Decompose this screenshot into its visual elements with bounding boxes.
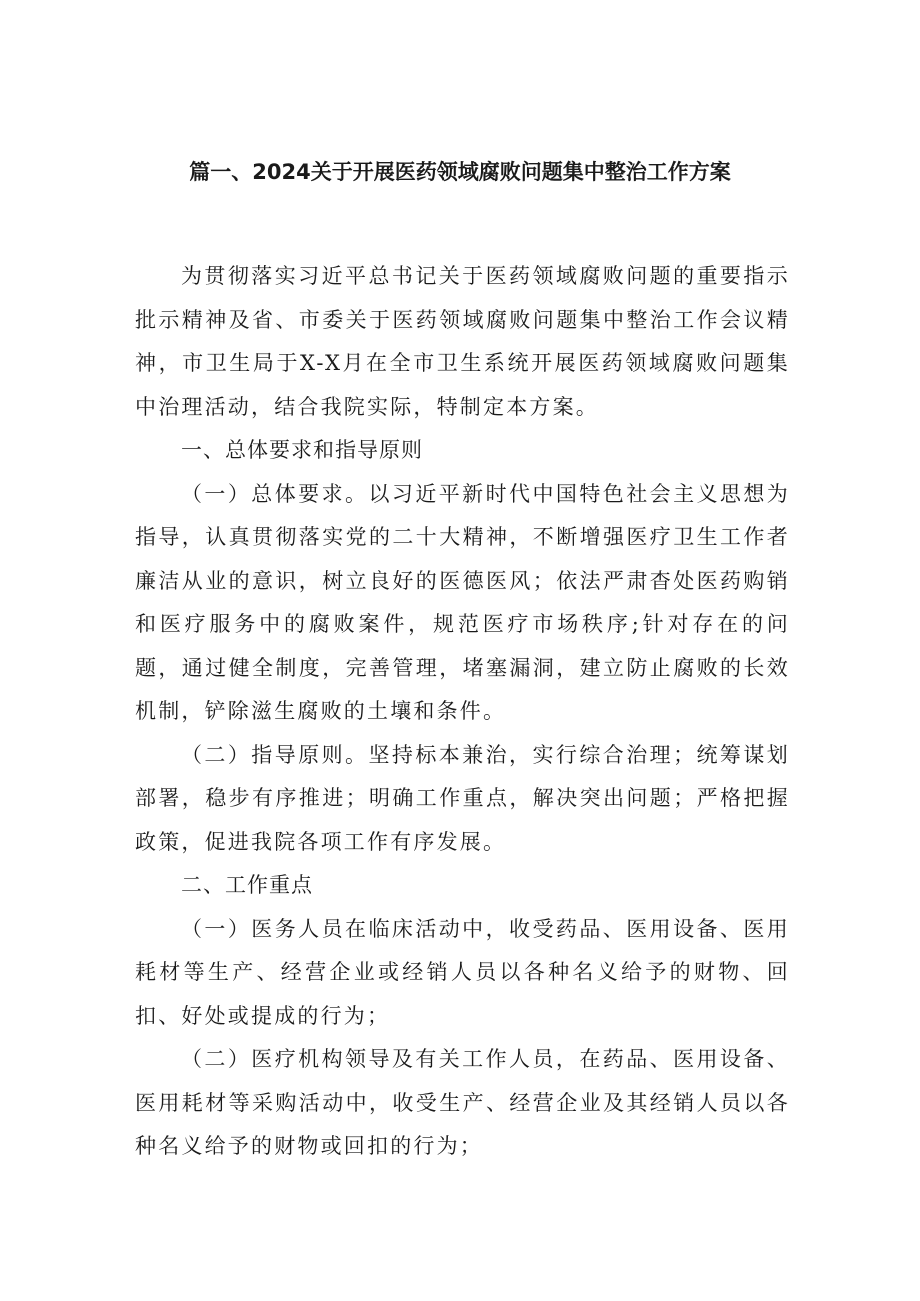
paragraph-guiding-principles: （二）指导原则。坚持标本兼治，实行综合治理；统筹谋划部署，稳步有序推进；明确工作重点，解决突出问题；严格把握政策，促进我院各项工作有序发展。: [135, 742, 790, 854]
document-title: 篇一、2024关于开展医药领域腐败问题集中整治工作方案: [189, 160, 731, 184]
section-heading-work-focus: 二、工作重点: [181, 873, 313, 897]
intro-paragraph: 为贯彻落实习近平总书记关于医药领域腐败问题的重要指示批示精神及省、市委关于医药领域腐败问题集中整治工作会议精神，市卫生局于X-X月在全市卫生系统开展医药领域腐败问题集中治理活动，结合我院实际，特制定本方案。: [135, 264, 790, 419]
document-body: [135, 255, 790, 1169]
paragraph-general-requirements: （一）总体要求。以习近平新时代中国特色社会主义思想为指导，认真贯彻落实党的二十大精神，不断增强医疗卫生工作者廉洁从业的意识，树立良好的医德医风；依法严肃杳处医药购销和医疗服务中的腐败案件，规范医疗市场秩序;针对存在的问题，通过健全制度，完善管理，堵塞漏洞，建立防止腐败的长效机制，铲除滋生腐败的土壤和条件。: [135, 481, 790, 723]
section-heading-general-requirements: 一、总体要求和指导原则: [181, 438, 423, 462]
paragraph-work-focus-2: （二）医疗机构领导及有关工作人员，在药品、医用设备、医用耗材等采购活动中，收受生产、经营企业及其经销人员以各种名义给予的财物或回扣的行为；: [135, 1047, 790, 1158]
paragraph-work-focus-1: （一）医务人员在临床活动中，收受药品、医用设备、医用耗材等生产、经营企业或经销人员以各种名义给予的财物、回扣、好处或提成的行为；: [135, 916, 790, 1028]
